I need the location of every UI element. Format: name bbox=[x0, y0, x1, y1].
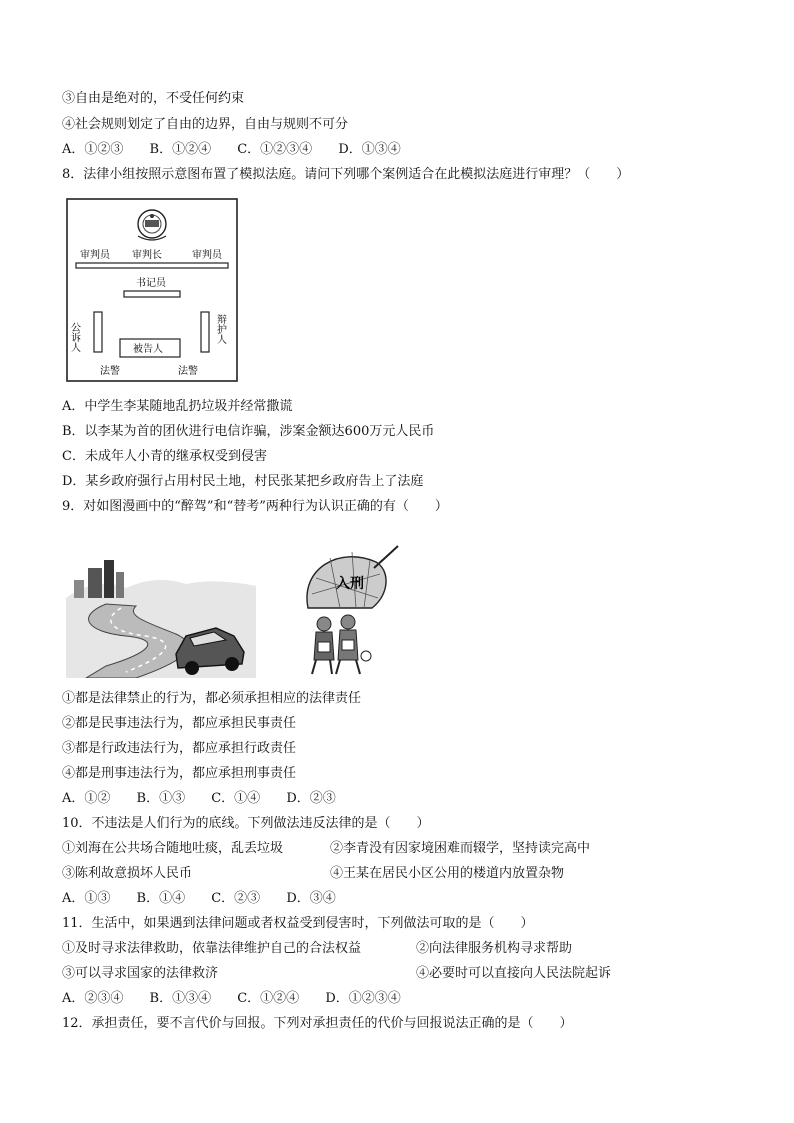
q7-option-b[interactable]: B．①②④ bbox=[149, 142, 212, 157]
clerk-label: 书记员 bbox=[136, 278, 166, 289]
criminal-law-label: 入刑 bbox=[336, 576, 364, 592]
drunk-driving-cartoon bbox=[66, 536, 256, 678]
q10-statement-2: ②李青没有因家境困难而辍学，坚持读完高中 bbox=[330, 841, 591, 856]
defender-label: 辩护人 bbox=[214, 314, 226, 344]
judge-right-label: 审判员 bbox=[192, 250, 222, 261]
q10-option-d[interactable]: D．③④ bbox=[286, 891, 336, 906]
q10-option-c[interactable]: C．②③ bbox=[211, 891, 261, 906]
defendant-label: 被告人 bbox=[133, 344, 163, 355]
q10-option-a[interactable]: A．①③ bbox=[62, 891, 111, 906]
q9-statement-2: ②都是民事违法行为，都应承担民事责任 bbox=[62, 716, 297, 731]
q9-statement-1: ①都是法律禁止的行为，都必须承担相应的法律责任 bbox=[62, 691, 362, 706]
q7-option-d[interactable]: D．①③④ bbox=[338, 142, 401, 157]
q7-statement-4: ④社会规则划定了自由的边界，自由与规则不可分 bbox=[62, 117, 349, 132]
q7-option-c[interactable]: C．①②③④ bbox=[237, 142, 313, 157]
q9-statement-3: ③都是行政违法行为，都应承担行政责任 bbox=[62, 741, 297, 756]
q10-stem: 10．不违法是人们行为的底线。下列做法违反法律的是（ ） bbox=[62, 816, 430, 831]
q10-option-b[interactable]: B．①④ bbox=[136, 891, 186, 906]
q9-option-d[interactable]: D．②③ bbox=[286, 791, 336, 806]
building-icon bbox=[88, 568, 102, 598]
q9-options bbox=[62, 790, 358, 808]
q11-option-a[interactable]: A．②③④ bbox=[62, 991, 124, 1006]
chief-judge-label: 审判长 bbox=[132, 250, 162, 261]
q10-statement-3: ③陈利故意损坏人民币 bbox=[62, 866, 193, 881]
q7-option-a[interactable]: A．①②③ bbox=[62, 142, 124, 157]
q10-statement-4: ④王某在居民小区公用的楼道内放置杂物 bbox=[330, 866, 565, 881]
q11-statement-1: ①及时寻求法律救助，依靠法律维护自己的合法权益 bbox=[62, 941, 362, 956]
q11-option-b[interactable]: B．①③④ bbox=[149, 991, 212, 1006]
exam-cheating-cartoon bbox=[290, 538, 402, 680]
q11-stem: 11．生活中，如果遇到法律问题或者权益受到侵害时，下列做法可取的是（ ） bbox=[62, 916, 534, 931]
q11-option-c[interactable]: C．①②④ bbox=[237, 991, 300, 1006]
q10-statement-1: ①刘海在公共场合随地吐痰，乱丢垃圾 bbox=[62, 841, 284, 856]
q11-option-d[interactable]: D．①②③④ bbox=[325, 991, 401, 1006]
q8-option-d[interactable]: D．某乡政府强行占用村民土地，村民张某把乡政府告上了法庭 bbox=[62, 474, 424, 489]
prosecutor-label: 公诉人 bbox=[68, 322, 80, 352]
q8-stem: 8．法律小组按照示意图布置了模拟法庭。请问下列哪个案例适合在此模拟法庭进行审理？（ ） bbox=[62, 167, 630, 182]
q9-statement-4: ④都是刑事违法行为，都应承担刑事责任 bbox=[62, 766, 297, 781]
q11-options bbox=[62, 990, 423, 1008]
q9-option-a[interactable]: A．①② bbox=[62, 791, 111, 806]
courtroom-diagram bbox=[66, 198, 238, 382]
q9-option-c[interactable]: C．①④ bbox=[211, 791, 261, 806]
q12-stem: 12．承担责任，要不言代价与回报。下列对承担责任的代价与回报说法正确的是（ ） bbox=[62, 1016, 573, 1031]
q11-statement-4: ④必要时可以直接向人民法院起诉 bbox=[416, 966, 612, 981]
bailiff-right-label: 法警 bbox=[178, 366, 198, 377]
q7-statement-3: ③自由是绝对的，不受任何约束 bbox=[62, 91, 245, 106]
q11-statement-2: ②向法律服务机构寻求帮助 bbox=[416, 941, 573, 956]
bailiff-left-label: 法警 bbox=[100, 366, 120, 377]
q10-options bbox=[62, 890, 358, 908]
q8-option-b[interactable]: B．以李某为首的团伙进行电信诈骗，涉案金额达600万元人民币 bbox=[62, 424, 435, 439]
q7-options bbox=[62, 141, 423, 159]
judge-left-label: 审判员 bbox=[80, 250, 110, 261]
q11-statement-3: ③可以寻求国家的法律救济 bbox=[62, 966, 219, 981]
q9-stem: 9．对如图漫画中的“醉驾”和“替考”两种行为认识正确的有（ ） bbox=[62, 499, 448, 514]
q9-option-b[interactable]: B．①③ bbox=[136, 791, 186, 806]
q8-option-a[interactable]: A．中学生李某随地乱扔垃圾并经常撒谎 bbox=[62, 399, 293, 414]
q8-option-c[interactable]: C．未成年人小青的继承权受到侵害 bbox=[62, 449, 267, 464]
